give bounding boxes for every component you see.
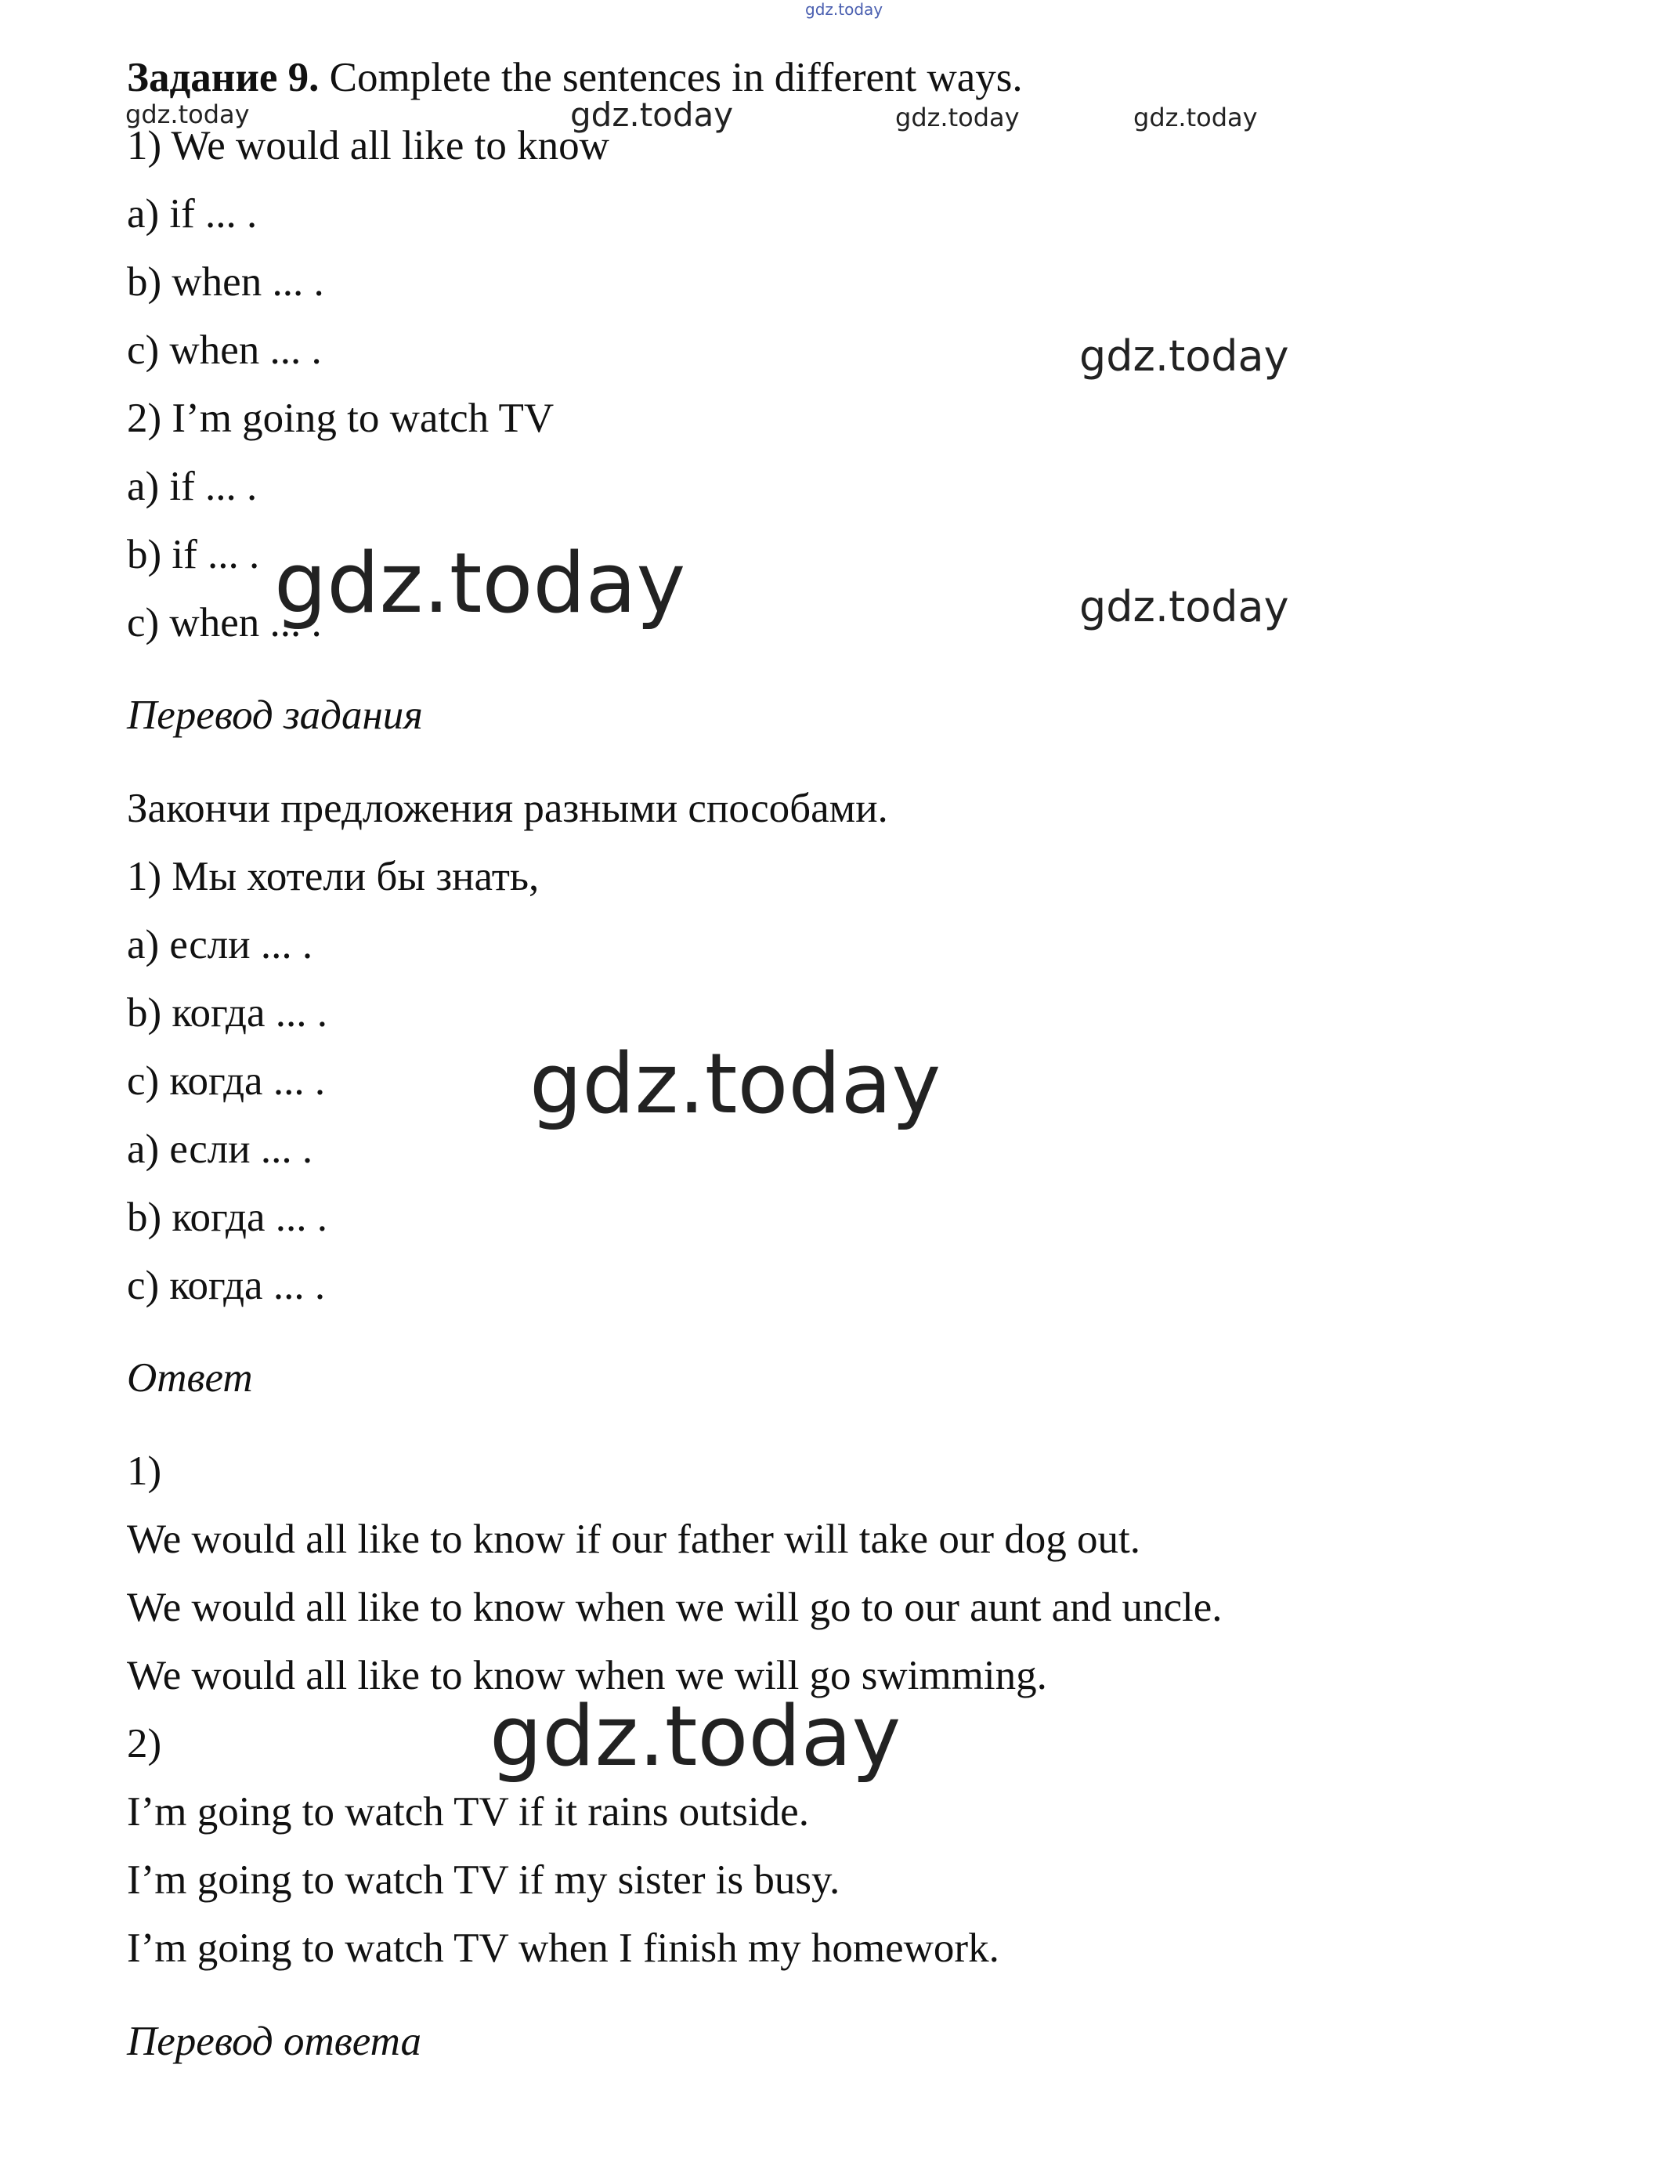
answer-sentence: We would all like to know if our father will take our dog out.: [127, 1517, 1140, 1562]
task-part1-option-b: b) when ... .: [127, 259, 324, 305]
answer-sentence: I’m going to watch TV if it rains outside.: [127, 1789, 809, 1835]
translation-option: a) если ... .: [127, 922, 313, 967]
translation-option: c) когда ... .: [127, 1058, 326, 1104]
task-part1-option-a: a) if ... .: [127, 191, 258, 237]
watermark-top: gdz.today: [805, 0, 883, 19]
translation-part1-stem: 1) Мы хотели бы знать,: [127, 854, 540, 899]
answer-part1-label: 1): [127, 1448, 162, 1494]
task-part1-option-c: c) when ... .: [127, 327, 322, 373]
task-part2-stem: 2) I’m going to watch TV: [127, 396, 555, 441]
watermark: gdz.today: [1079, 582, 1289, 631]
answer-translation-heading: Перевод ответа: [127, 2019, 422, 2064]
translation-option: a) если ... .: [127, 1126, 313, 1172]
task-part2-option-b: b) if ... .: [127, 532, 260, 577]
watermark: gdz.today: [529, 1036, 941, 1132]
translation-instruction: Закончи предложения разными способами.: [127, 786, 888, 831]
answer-sentence: We would all like to know when we will go swimming.: [127, 1653, 1047, 1698]
task-part2-option-c: c) when ... .: [127, 600, 322, 645]
answer-sentence: I’m going to watch TV if my sister is busy.: [127, 1857, 840, 1903]
watermark: gdz.today: [490, 1688, 901, 1784]
translation-option: b) когда ... .: [127, 990, 328, 1036]
translation-option: b) когда ... .: [127, 1195, 328, 1240]
watermark: gdz.today: [895, 103, 1020, 132]
answer-sentence: I’m going to watch TV when I finish my homework.: [127, 1925, 999, 1971]
task-title: [127, 57, 1023, 99]
task-instruction: Complete the sentences in different ways.: [319, 55, 1023, 100]
watermark: gdz.today: [125, 99, 250, 129]
watermark: gdz.today: [1079, 331, 1289, 381]
translation-option: c) когда ... .: [127, 1263, 326, 1308]
translation-heading: Перевод задания: [127, 692, 423, 738]
watermark: gdz.today: [274, 535, 686, 631]
answer-sentence: We would all like to know when we will go to our aunt and uncle.: [127, 1585, 1223, 1630]
watermark: gdz.today: [570, 96, 734, 134]
answer-heading: Ответ: [127, 1355, 253, 1401]
task-part1-stem: 1) We would all like to know: [127, 123, 609, 168]
task-number: Задание 9.: [127, 55, 320, 100]
answer-part2-label: 2): [127, 1721, 162, 1766]
watermark: gdz.today: [1133, 103, 1258, 132]
task-part2-option-a: a) if ... .: [127, 464, 258, 509]
